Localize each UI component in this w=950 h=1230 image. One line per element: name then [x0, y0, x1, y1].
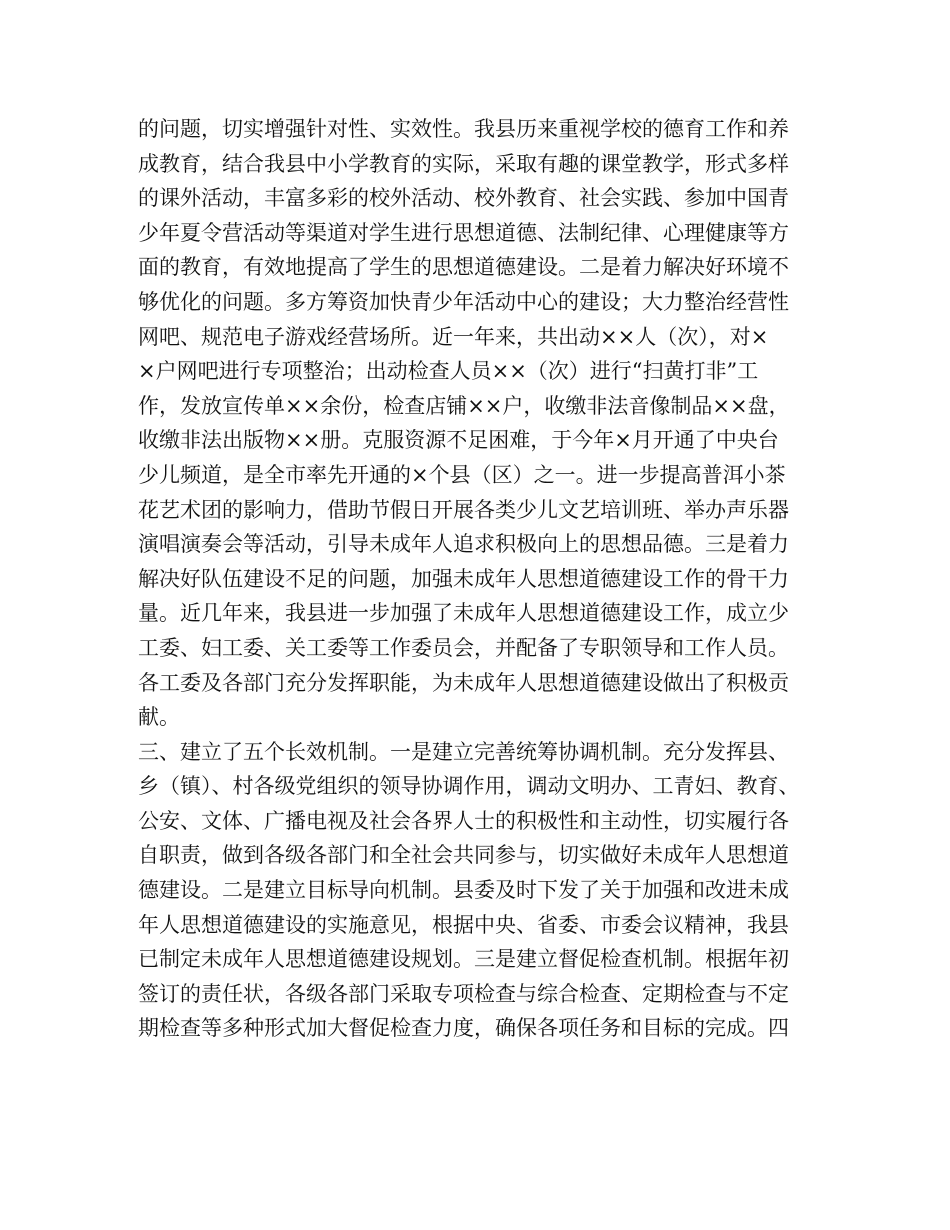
text-line: 的课外活动，丰富多彩的校外活动、校外教育、社会实践、参加中国青	[138, 186, 789, 211]
text-line: 够优化的问题。多方筹资加快青少年活动中心的建设；大力整治经营性	[138, 289, 789, 314]
text-line: 花艺术团的影响力，借助节假日开展各类少儿文艺培训班、举办声乐器	[138, 497, 789, 522]
text-line: 乡（镇）、村各级党组织的领导协调作用，调动文明办、工青妇、教育、	[138, 774, 800, 799]
text-line: 自职责，做到各级各部门和全社会共同参与，切实做好未成年人思想道	[138, 843, 789, 868]
text-line: 解决好队伍建设不足的问题，加强未成年人思想道德建设工作的骨干力	[138, 566, 789, 591]
text-line: 量。近几年来，我县进一步加强了未成年人思想道德建设工作，成立少	[138, 601, 789, 626]
section-heading-line: 三、建立了五个长效机制。一是建立完善统筹协调机制。充分发挥县、	[138, 739, 789, 764]
text-line: 期检查等多种形式加大督促检查力度，确保各项任务和目标的完成。四	[138, 1016, 789, 1041]
text-line: 已制定未成年人思想道德建设规划。三是建立督促检查机制。根据年初	[138, 947, 789, 972]
body-text	[138, 112, 838, 1046]
text-line: 演唱演奏会等活动，引导未成年人追求积极向上的思想品德。三是着力	[138, 532, 789, 557]
text-line: 的问题，切实增强针对性、实效性。我县历来重视学校的德育工作和养	[138, 117, 789, 141]
text-line: 各工委及各部门充分发挥职能，为未成年人思想道德建设做出了积极贡	[138, 670, 789, 695]
text-line: 公安、文体、广播电视及社会各界人士的积极性和主动性，切实履行各	[138, 808, 789, 833]
text-line: 少年夏令营活动等渠道对学生进行思想道德、法制纪律、心理健康等方	[138, 220, 789, 245]
text-line: 年人思想道德建设的实施意见，根据中央、省委、市委会议精神，我县	[138, 912, 789, 937]
text-line: 成教育，结合我县中小学教育的实际，采取有趣的课堂教学，形式多样	[138, 151, 789, 176]
text-line: 工委、妇工委、关工委等工作委员会，并配备了专职领导和工作人员。	[138, 635, 789, 660]
text-line: 面的教育，有效地提高了学生的思想道德建设。二是着力解决好环境不	[138, 255, 789, 280]
text-line: 献。	[138, 705, 180, 730]
text-line: 德建设。二是建立目标导向机制。县委及时下发了关于加强和改进未成	[138, 878, 789, 903]
text-line: ×户网吧进行专项整治；出动检查人员××（次）进行“扫黄打非”工	[138, 359, 759, 384]
text-line: 收缴非法出版物××册。克服资源不足困难，于今年×月开通了中央台	[138, 428, 779, 453]
text-line: 网吧、规范电子游戏经营场所。近一年来，共出动××人（次），对×	[138, 324, 769, 349]
text-line: 签订的责任状，各级各部门采取专项检查与综合检查、定期检查与不定	[138, 981, 789, 1006]
text-line: 少儿频道，是全市率先开通的×个县（区）之一。进一步提高普洱小茶	[138, 462, 786, 487]
text-line: 作，发放宣传单××余份，检查店铺××户，收缴非法音像制品××盘，	[138, 393, 790, 418]
